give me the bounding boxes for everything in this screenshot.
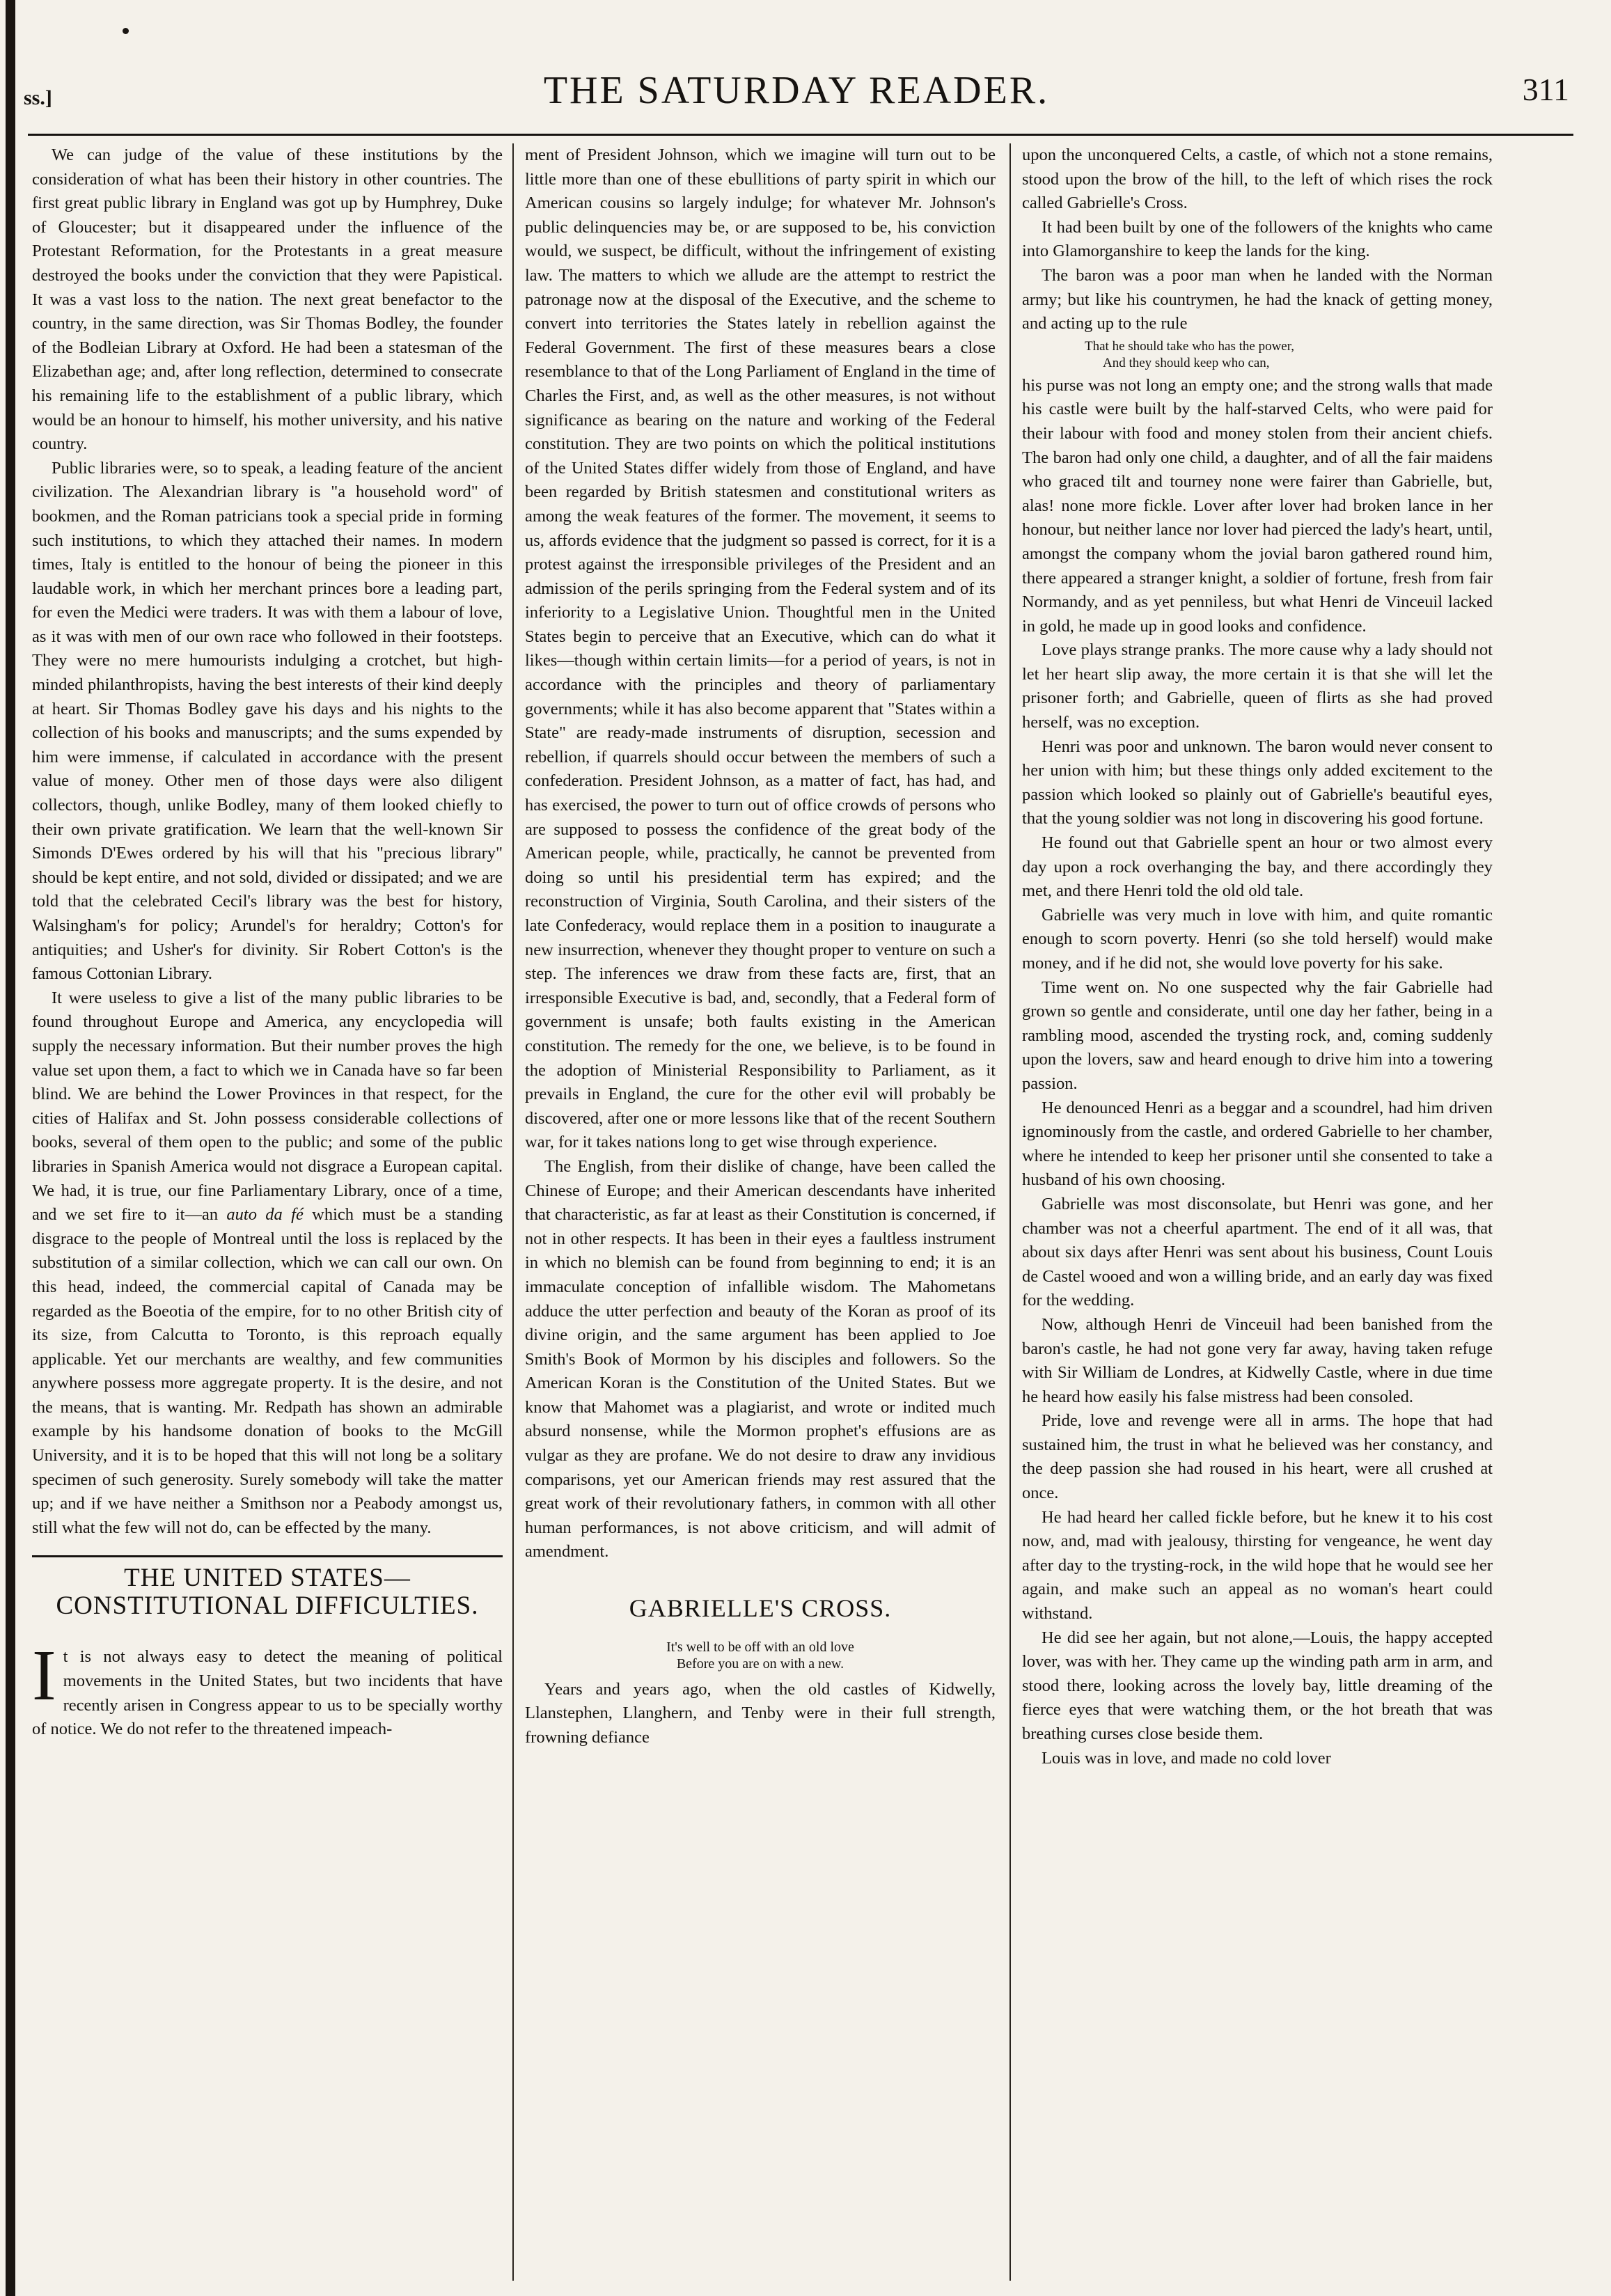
article-heading: THE UNITED STATES—CONSTITUTIONAL DIFFICULTIES. (56, 1564, 479, 1621)
paragraph: Pride, love and revenge were all in arms. The hope that had sustained him, the trust in what he believed was her constancy, and the deep passion she had roused in his heart, were all crushed at once. (1022, 1411, 1493, 1503)
verse-line: And they should keep who can, (1103, 355, 1270, 370)
column-1 (32, 143, 503, 2288)
paragraph: his purse was not long an empty one; and the strong walls that made his castle were built by the half-starved Celts, who were paid for their labour with food and money stolen from their ancient chiefs. The baron had only one child, a daughter, and of all the fair maidens who graced tilt and tourney none were fairer than Gabrielle, but, alas! none more fickle. Lover after lover had broken lance in her honour, but neither lance nor lover had pierced the lady's heart, until, amongst the company whom the jovial baron gathered round him, there appeared a stranger knight, a soldier of fortune, fresh from fair Normandy, and as yet penniless, but what Henri de Vinceuil lacked in gold, he made up in good looks and confidence. (1022, 375, 1493, 636)
epigraph-line: Before you are on with a new. (676, 1656, 844, 1672)
text-run: It were useless to give a list of the many public libraries to be found throughout Europe and America, any encyclopedia will supply the necessary information. But their number proves the high value set upon them, a fact to which we in Canada have so far been blind. We are behind the Lower Provinces in that respect, for the cities of Halifax and St. John possess considerable collections of books, several of them open to the public; and some of the public libraries in Spanish America would not disgrace a European capital. We had, it is true, our fine Parliamentary Library, once of a time, and we set fire to it—an (32, 988, 503, 1225)
paragraph: Public libraries were, so to speak, a leading feature of the ancient civilization. The Alexandrian library is "a household word" of bookmen, and the Roman patricians took a special pride in forming such institutions, to which they attached their names. In modern times, Italy is entitled to the honour of being the pioneer in this laudable work, in which her merchant princes bore a leading part, for even the Medici were traders. It was with them a labour of love, as it was with men of our own race who followed in their footsteps. They were no mere humourists indulging a crotchet, but high-minded philanthropists, having the best interests of their kind deeply at heart. Sir Thomas Bodley gave his days and his nights to the collection of his books and manuscripts; and the sums expended by him were immense, if calculated in accordance with the present value of money. Other men of those days were also diligent collectors, though, unlike Bodley, many of them looked chiefly to their own private gratification. We learn that the well-known Sir Simonds D'Ewes ordered by his will that his "precious library" should be kept entire, and not sold, divided or dissipated; and we are told that the celebrated Cecil's library was the best for history, Walsingham's for policy; Arundel's for heraldry; Cotton's for antiquities; and Usher's for divinity. Sir Robert Cotton's is the famous Cottonian Library. (32, 458, 503, 984)
paragraph: ment of President Johnson, which we imagine will turn out to be little more than one of these ebullitions of party spirit in which our American cousins so largely indulge; for whatever Mr. Johnson's public delinquencies may be, or are supposed to be, his conviction would, we suspect, be difficult, without the infringement of existing law. The matters to which we allude are the attempt to restrict the patronage now at the disposal of the Executive, and the scheme to convert into territories the States lately in rebellion against the Federal Government. The first of these measures bears a close resemblance to that of the Long Parliament of England in the time of Charles the First, and, as well as the other measures, is not without significance as bearing on the nature and working of the Federal constitution. They are two points on which the political institutions of the United States differ widely from those of England, and have been regarded by British statesmen and constitutional writers as among the weak features of the former. The movement, it seems to us, affords evidence that the judgment so passed is correct, for it is a protest against the irresponsible privileges of the President and an admission of the perils springing from the Federal system and of its inferiority to a Legislative Union. Thoughtful men in the United States begin to perceive that an Executive, which can do what it likes—though within certain limits—for a period of years, is not in accordance with the principles and theory of parliamentary governments; while it has also become apparent that "States within a State" are ready-made instruments of disruption, secession and rebellion, if quarrels should occur between the members of such a confederation. President Johnson, as a matter of fact, has had, and has exercised, the power to turn out of office crowds of persons who are supposed to possess the confidence of the great body of the American people, while, practically, he cannot be prevented from doing so until his presidential term has expired; and the reconstruction of Virginia, South Carolina, and their sisters of the late Confederacy, would replace them in a position to inaugurate a new insurrection, whenever they thought proper to venture on such a step. The inferences we draw from these facts are, first, that an irresponsible Executive is bad, and, secondly, that a Federal form of government is unsafe; both faults existing in the American constitution. The remedy for the one, we believe, is to be found in the adoption of Ministerial Responsibility to Parliament, as it prevails in England, the cure for the other evil will probably be discovered, after one or more lessons like that of the recent Southern war, for it takes nations long to get wise through experience. (525, 146, 996, 1152)
page-number: 311 (1522, 72, 1569, 107)
paragraph: upon the unconquered Celts, a castle, of which not a stone remains, stood upon the brow of the hill, to the left of which rises the rock called Gabrielle's Cross. (1022, 146, 1493, 213)
column-separator (512, 143, 514, 2281)
paragraph: He had heard her called fickle before, but he knew it to his cost now, and, mad with jealousy, thirsting for vengeance, he went day after day to the trysting-rock, in the wild hope that he would see her again, and make such an appeal as no woman's heart could withstand. (1022, 1507, 1493, 1623)
masthead-title: THE SATURDAY READER. (543, 69, 1050, 112)
section-rule (32, 1555, 503, 1557)
paragraph (32, 986, 503, 1541)
paragraph: Gabrielle was most disconsolate, but Henri was gone, and her chamber was not a cheerful apartment. The end of it all was, that about six days after Henri was sent about his business, Count Louis de Castel wooed and won a willing bride, and an early day was fixed for the wedding. (1022, 1194, 1493, 1310)
page-header (24, 43, 1569, 124)
header-left-fragment: ss.] (24, 86, 52, 109)
paragraph: Henri was poor and unknown. The baron would never consent to her union with him; but these things only added excitement to the passion which looked so plainly out of Gabrielle's beautiful eyes, that the young soldier was not long in discovering his good fortune. (1022, 737, 1493, 828)
paragraph: The English, from their dislike of change, have been called the Chinese of Europe; and their American descendants have inherited that characteristic, as far at least as their Constitution is concerned, if not in other respects. It has been in their eyes a faultless instrument in which no blemish can be found from beginning to end; it is an immaculate conception of infallible wisdom. The Mahometans adduce the utter perfection and beauty of the Koran as proof of its divine origin, and the same argument has been applied to Joe Smith's Book of Mormon by his disciples and followers. So the American Koran is the Constitution of the United States. But we know that Mahomet was a plagiarist, and wrote or indited much absurd nonsense, while the Mormon prophet's effusions are as vulgar as they are profane. We do not desire to draw any invidious comparisons, yet our American friends may rest assured that the great work of their revolutionary fathers, in common with all other human performances, is not above criticism, and will admit of amendment. (525, 1156, 996, 1562)
article-paragraph (32, 1635, 503, 1741)
verse-line: That he should take who has the power, (1085, 338, 1295, 354)
left-margin-rule (6, 0, 15, 2296)
text-run: t is not always easy to detect the meaning of political movements in the United States, but two incidents that have recently arisen in Congress appear to us to be specially worthy of notice. We do not refer to the threatened impeach- (32, 1647, 503, 1739)
paragraph: Love plays strange pranks. The more cause why a lady should not let her heart slip away, the more certain it is that she will let the prisoner forth; and Gabrielle, queen of flirts as she had proved herself, was no exception. (1022, 640, 1493, 732)
paragraph: Time went on. No one suspected why the fair Gabrielle had grown so gentle and considerate, until one day her father, being in a rambling mood, ascended the trysting rock, and, coming suddenly upon the lovers, saw and heard enough to drive him into a towering passion. (1022, 977, 1493, 1093)
story-heading: GABRIELLE'S CROSS. (629, 1594, 892, 1623)
paragraph: We can judge of the value of these institutions by the consideration of what has been their history in other countries. The first great public library in England was got up by Humphrey, Duke of Gloucester; but it disappeared under the influence of the Protestant Reformation, for the Protestants in a great measure destroyed the books under the conviction that they were Papistical. It was a vast loss to the nation. The next great benefactor to the country, in the same direction, was Sir Thomas Bodley, the founder of the Bodleian Library at Oxford. He had been a statesman of the Elizabethan age; and, after long reflection, determined to consecrate his remaining life to the establishment of a public library, which would be an honour to himself, his mother university, and his native country. (32, 146, 503, 454)
paragraph: He found out that Gabrielle spent an hour or two almost every day upon a rock overhanging the bay, and there accordingly they met, and there Henri told the old old tale. (1022, 833, 1493, 901)
header-rule (28, 134, 1573, 136)
paragraph: Years and years ago, when the old castles of Kidwelly, Llanstephen, Llanghern, and Tenby were in their full strength, frowning defiance (525, 1679, 996, 1747)
column-separator (1009, 143, 1011, 2281)
drop-cap: I (32, 1635, 56, 1716)
paragraph: Louis was in love, and made no cold lover (1042, 1748, 1331, 1768)
paragraph: Gabrielle was very much in love with him, and quite romantic enough to scorn poverty. Henri (so she told herself) would make money, and if he did not, she would love poverty for his sake. (1022, 905, 1493, 973)
verse-quote (1022, 338, 1493, 372)
paragraph: He did see her again, but not alone,—Louis, the happy accepted lover, was with her. They came up the winding path arm in arm, and stood there, looking across the lovely bay, little dreaming of the fierce eyes that were watching them, or the hot breath that was breathing curses close beside them. (1022, 1628, 1493, 1743)
paragraph: The baron was a poor man when he landed with the Norman army; but like his countrymen, he had the knack of getting money, and acting up to the rule (1022, 265, 1493, 333)
paragraph: Now, although Henri de Vinceuil had been banished from the baron's castle, he had not gone very far away, having taken refuge with Sir William de Londres, at Kidwelly Castle, where in due time he heard how easily his false mistress had been consoled. (1022, 1314, 1493, 1406)
epigraph-line: It's well to be off with an old love (666, 1639, 854, 1655)
epigraph (525, 1639, 996, 1672)
ink-dot (123, 28, 129, 34)
paragraph: He denounced Henri as a beggar and a scoundrel, had him driven ignominously from the castle, and ordered Gabrielle to her chamber, where he intended to keep her prisoner until she consented to take a husband of his own choosing. (1022, 1098, 1493, 1190)
italic-phrase: auto da fé (226, 1205, 304, 1225)
column-3 (1022, 143, 1493, 2288)
paragraph: It had been built by one of the followers of the knights who came into Glamorganshire to keep the lands for the king. (1022, 217, 1493, 261)
column-2 (525, 143, 996, 2288)
text-run: which must be a standing disgrace to the people of Montreal until the loss is replaced by the substitution of a similar collection, which we can call our own. On this head, indeed, the commercial capital of Canada may be regarded as the Boeotia of the empire, for to no other British city of its size, from Calcutta to Toronto, is this reproach equally applicable. Yet our merchants are wealthy, and few communities anywhere possess more aggregate property. It is the desire, and not the means, that is wanting. Mr. Redpath has shown an admirable example by his handsome donation of books to the McGill University, and it is to be hoped that this will not long be a solitary specimen of such generosity. Surely somebody will take the matter up; and if we have neither a Smithson nor a Peabody amongst us, still what the few will not do, can be effected by the many. (32, 1205, 503, 1537)
